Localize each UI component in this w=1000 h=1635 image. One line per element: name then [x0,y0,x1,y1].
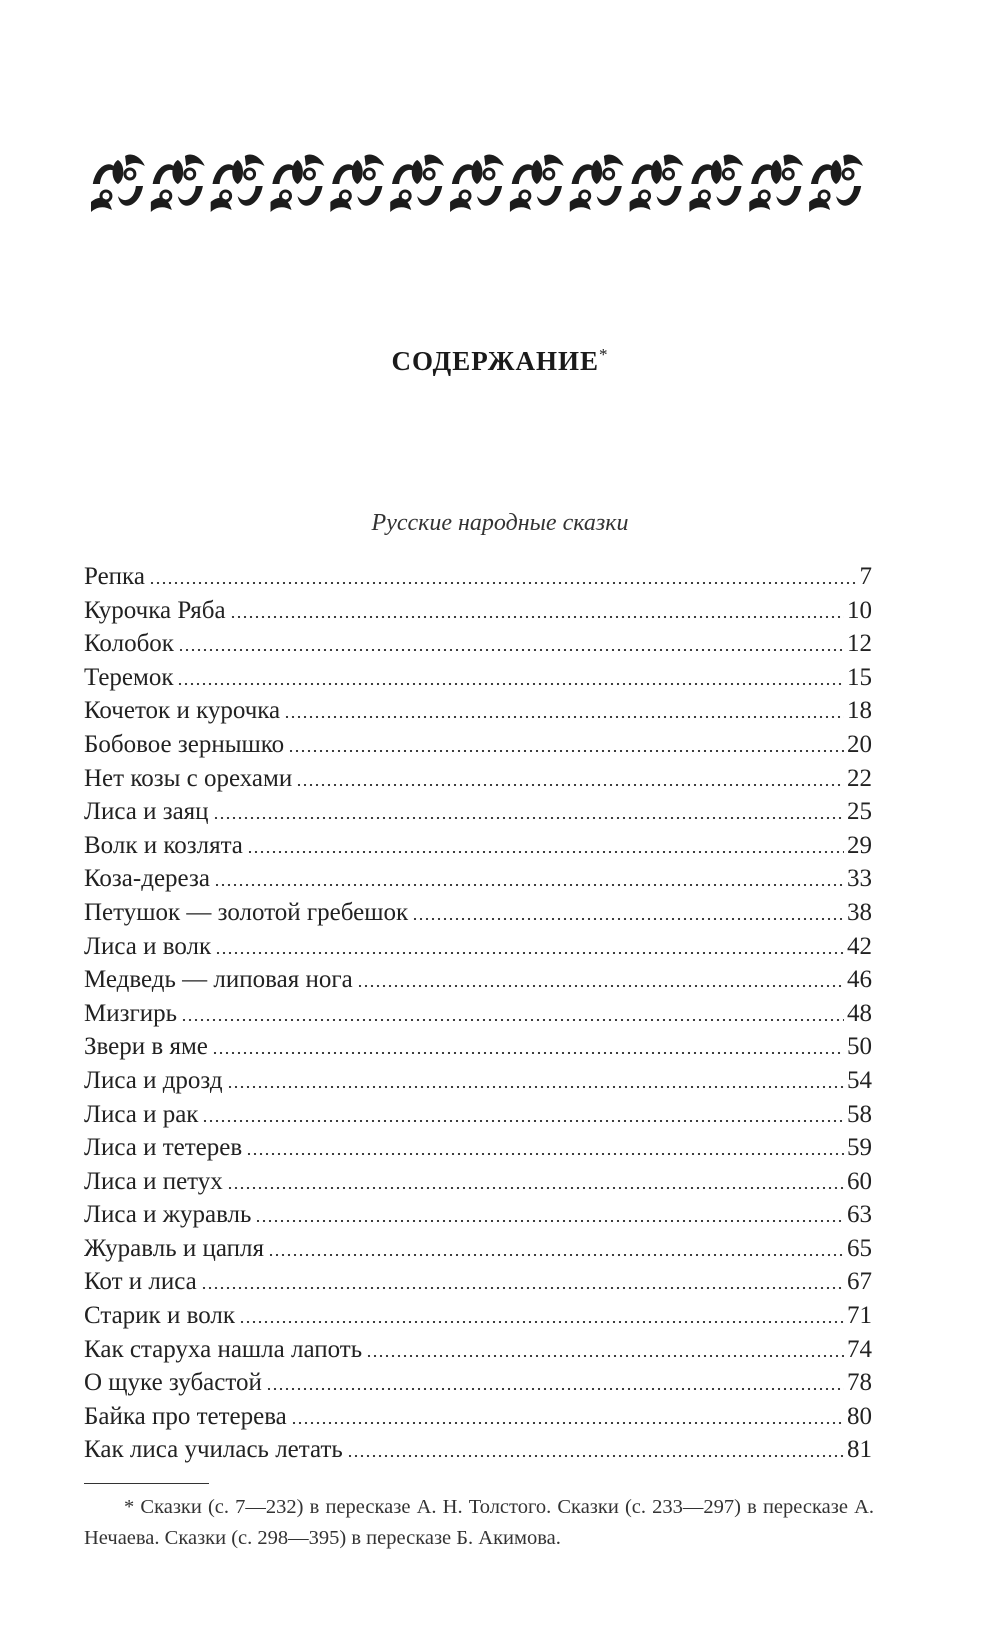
toc-entry [84,1400,872,1434]
toc-dot-leader [230,616,844,618]
toc-entry [84,896,872,930]
toc-entry [84,795,872,829]
toc-entry-page: 10 [847,596,872,624]
toc-dot-leader [288,750,844,752]
toc-dot-leader [268,1254,844,1256]
toc-entry-title: Колобок [84,630,174,658]
toc-entry-page: 80 [847,1402,872,1430]
toc-entry-title: Кочеток и курочка [84,697,281,725]
toc-entry [84,594,872,628]
toc-entry [84,1198,872,1232]
toc-entry-page: 60 [847,1167,872,1195]
toc-entry-page: 12 [847,630,872,658]
toc-entry-title: Бобовое зернышко [84,730,285,758]
toc-entry [84,1299,872,1333]
toc-dot-leader [266,1388,844,1390]
toc-entry-page: 50 [847,1033,872,1061]
toc-entry [84,1098,872,1132]
toc-entry [84,930,872,964]
toc-entry-title: Лиса и заяц [84,798,209,826]
toc-entry-page: 67 [847,1268,872,1296]
toc-dot-leader [347,1455,844,1457]
toc-entry [84,829,872,863]
toc-entry-title: Нет козы с орехами [84,764,293,792]
title-text: СОДЕРЖАНИЕ [391,346,599,376]
toc-entry-title: Журавль и цапля [84,1234,265,1262]
toc-dot-leader [178,649,844,651]
toc-dot-leader [227,1086,844,1088]
toc-dot-leader [213,817,844,819]
toc-dot-leader [215,952,844,954]
toc-entry [84,728,872,762]
toc-dot-leader [202,1120,844,1122]
toc-entry-page: 42 [847,932,872,960]
toc-entry [84,1232,872,1266]
toc-entry-title: О щуке зубастой [84,1369,262,1397]
toc-entry-page: 7 [859,563,872,590]
toc-entry [84,694,872,728]
section-heading: Русские народные сказки [371,510,629,536]
toc-entry-page: 48 [847,999,872,1027]
page-title [0,345,1000,377]
toc-entry-title: Волк и козлята [84,831,243,859]
footnote-divider [84,1483,209,1484]
toc-entry-page: 74 [847,1335,872,1363]
toc-entry-title: Лиса и рак [84,1100,199,1128]
toc-entry-title: Лиса и дрозд [84,1066,223,1094]
toc-entry [84,661,872,695]
toc-dot-leader [201,1287,844,1289]
toc-entry-title: Как лиса училась летать [84,1436,343,1464]
toc-entry-title: Как старуха нашла лапоть [84,1335,363,1363]
toc-entry-page: 33 [847,865,872,893]
toc-dot-leader [239,1321,844,1323]
toc-dot-leader [212,1052,844,1054]
toc-entry-title: Репка [84,563,145,590]
toc-entry [84,997,872,1031]
toc-dot-leader [246,1153,844,1155]
toc-entry [84,1030,872,1064]
toc-dot-leader [149,582,857,584]
toc-entry [84,1333,872,1367]
toc-entry-page: 18 [847,697,872,725]
toc-entry-page: 38 [847,898,872,926]
toc-entry-page: 29 [847,831,872,859]
toc-entry-title: Лиса и журавль [84,1201,252,1229]
title-footnote-mark: * [599,345,609,364]
toc-dot-leader [181,1019,844,1021]
toc-entry-title: Лиса и петух [84,1167,223,1195]
toc-dot-leader [357,985,844,987]
toc-dot-leader [412,918,844,920]
toc-entry [84,1433,872,1467]
toc-entry [84,1131,872,1165]
toc-entry-page: 58 [847,1100,872,1128]
footnote: * Сказки (с. 7—232) в пересказе А. Н. Толстого. Сказки (с. 233—297) в пересказе А. Нечаева. Сказки (с. 298—395) в пересказе Б. Акимова. [84,1496,874,1549]
toc-dot-leader [214,884,844,886]
toc-entry-page: 46 [847,966,872,994]
toc-entry [84,862,872,896]
toc-entry-title: Петушок — золотой гребешок [84,898,409,926]
toc-dot-leader [296,784,844,786]
toc-entry [84,1265,872,1299]
toc-dot-leader [255,1220,844,1222]
toc-entry-title: Байка про тетерева [84,1402,287,1430]
toc-entry [84,1366,872,1400]
toc-entry-page: 81 [847,1436,872,1464]
toc-dot-leader [247,851,844,853]
toc-entry-title: Кот и лиса [84,1268,197,1296]
toc-entry [84,963,872,997]
toc-dot-leader [291,1422,844,1424]
toc-entry-page: 65 [847,1234,872,1262]
toc-entry-page: 22 [847,764,872,792]
toc-entry [84,627,872,661]
floral-border-ornament [88,150,866,220]
toc-entry-page: 25 [847,798,872,826]
toc-entry [84,1064,872,1098]
toc-dot-leader [366,1355,844,1357]
toc-entry [84,1165,872,1199]
table-of-contents [84,560,872,1467]
toc-dot-leader [177,683,844,685]
toc-entry-title: Звери в яме [84,1033,208,1061]
toc-entry-title: Лиса и волк [84,932,212,960]
toc-entry-title: Мизгирь [84,999,178,1027]
toc-entry-title: Коза-дереза [84,865,210,893]
toc-entry-title: Старик и волк [84,1302,236,1330]
toc-entry [84,762,872,796]
toc-entry-page: 20 [847,730,872,758]
toc-entry-title: Теремок [84,663,174,691]
toc-entry-page: 15 [847,663,872,691]
toc-entry-title: Курочка Ряба [84,596,226,624]
toc-entry-page: 71 [847,1302,872,1330]
toc-dot-leader [227,1187,844,1189]
toc-dot-leader [284,716,844,718]
toc-entry-title: Лиса и тетерев [84,1134,243,1162]
toc-entry [84,560,872,594]
toc-entry-page: 59 [847,1134,872,1162]
toc-entry-page: 54 [847,1066,872,1094]
toc-entry-page: 63 [847,1201,872,1229]
toc-entry-title: Медведь — липовая нога [84,966,353,994]
toc-entry-page: 78 [847,1369,872,1397]
